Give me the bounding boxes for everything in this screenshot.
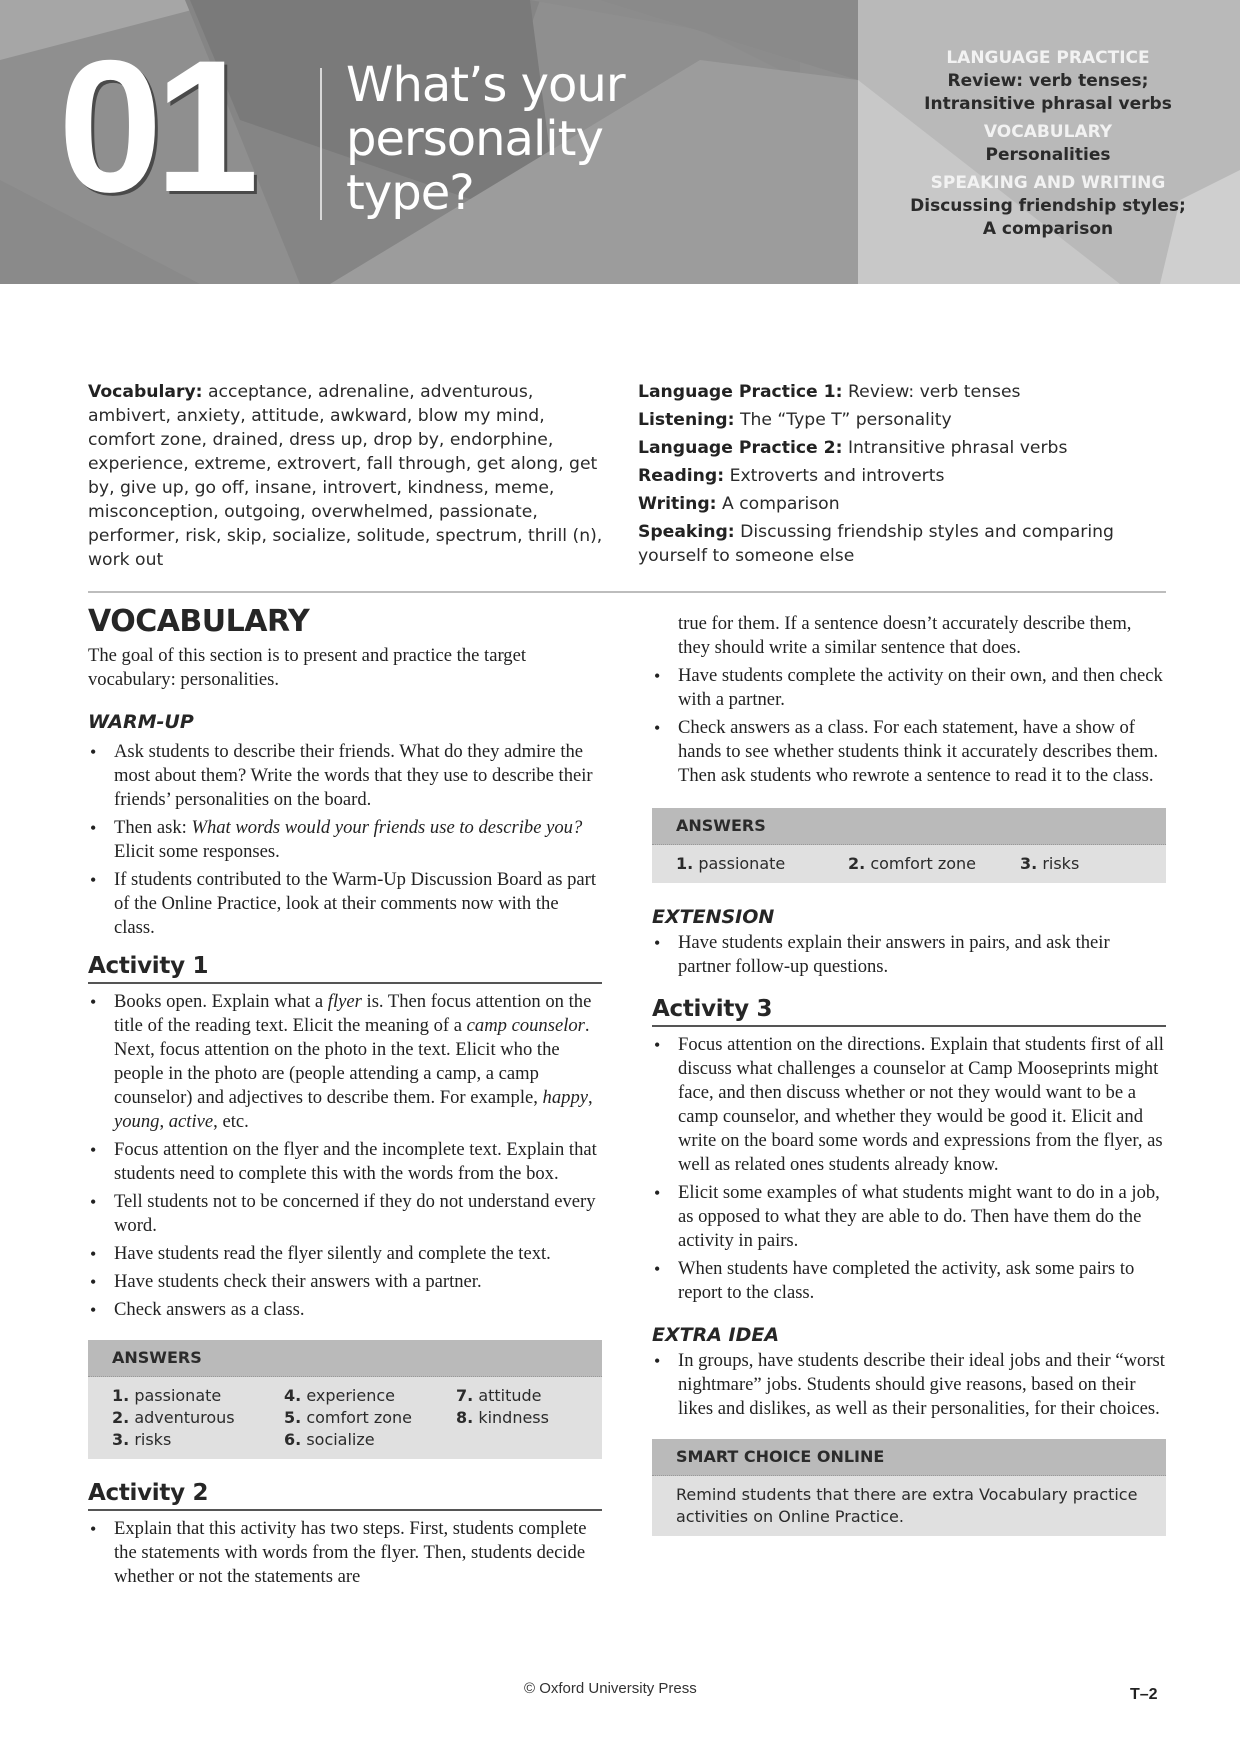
list-item: • Elicit some examples of what students might want to do in a job, as opposed to what they are able to do. Then have them do the activity in pairs. xyxy=(652,1181,1166,1253)
unit-title-line: What’s your xyxy=(346,57,625,113)
answers-grid xyxy=(652,845,1166,883)
unit-title-line: type? xyxy=(346,165,474,221)
text: , xyxy=(588,1087,593,1108)
topic-value: Review: verb tenses; xyxy=(947,71,1149,91)
right-column xyxy=(652,612,1166,1558)
topic-label: VOCABULARY xyxy=(983,122,1113,142)
smart-choice-online-box xyxy=(652,1439,1166,1536)
answer-number: 1. xyxy=(676,854,694,873)
skill-text: Intransitive phrasal verbs xyxy=(847,438,1068,458)
list-item: • Have students complete the activity on their own, and then check with a partner. xyxy=(652,664,1166,712)
warmup-list xyxy=(88,740,602,940)
italic-text: young xyxy=(114,1111,160,1132)
skill-text: Discussing friendship styles and comparing yourself to someone else xyxy=(638,522,1114,566)
title-divider xyxy=(320,68,322,220)
extra-idea-heading: EXTRA IDEA xyxy=(652,1324,780,1346)
unit-number: 01 xyxy=(58,21,252,231)
skill-row xyxy=(638,436,1178,460)
answer-number: 6. xyxy=(284,1430,302,1449)
skill-text: Extroverts and introverts xyxy=(729,466,945,486)
text: Books open. Explain what a xyxy=(114,991,328,1012)
unit-topics xyxy=(856,47,1240,246)
page-number: T–2 xyxy=(1130,1686,1158,1703)
topic-value: Discussing friendship styles; xyxy=(910,196,1186,216)
list-item: • Have students read the flyer silently and complete the text. xyxy=(88,1242,602,1266)
answer-word: risks xyxy=(1042,854,1080,873)
topic-label: LANGUAGE PRACTICE xyxy=(946,48,1150,68)
skill-label: Language Practice 1: xyxy=(638,382,843,402)
activity-3-list xyxy=(652,1033,1166,1305)
list-item: • Explain that this activity has two steps. First, students complete the statements with words from the flyer. Then, students decide whether or not the statements are xyxy=(88,1517,602,1589)
skill-row xyxy=(638,408,1178,432)
copyright: © Oxford University Press xyxy=(524,1680,697,1697)
list-item xyxy=(88,990,602,1134)
list-item: • In groups, have students describe their ideal jobs and their “worst nightmare” jobs. Students should give reasons, based on their likes and dislikes, as well as their personalities, for their choices. xyxy=(652,1349,1166,1421)
topic-value: Intransitive phrasal verbs xyxy=(924,94,1172,114)
answer-item xyxy=(1020,853,1140,875)
smart-choice-heading: SMART CHOICE ONLINE xyxy=(652,1439,1166,1476)
topic-speaking-writing xyxy=(856,172,1240,241)
answers-heading: ANSWERS xyxy=(652,808,1166,845)
answer-item xyxy=(848,853,1020,875)
italic-text: What words would your friends use to describe you? xyxy=(191,817,583,838)
list-item: • Check answers as a class. For each statement, have a show of hands to see whether students think it accurately describes them. Then ask students who rewrote a sentence to read it to the class. xyxy=(652,716,1166,788)
answer-word: passionate xyxy=(698,854,786,873)
answer-item xyxy=(112,1429,284,1451)
extension-list xyxy=(652,931,1166,979)
skill-row xyxy=(638,492,1178,516)
answer-item xyxy=(284,1429,456,1451)
text: , etc. xyxy=(213,1111,249,1132)
italic-text: camp counselor xyxy=(466,1015,585,1036)
answer-word: experience xyxy=(306,1386,395,1405)
skill-text: The “Type T” personality xyxy=(739,410,952,430)
skill-label: Reading: xyxy=(638,466,725,486)
unit-title xyxy=(346,58,646,220)
answer-item xyxy=(456,1385,606,1407)
activity-2-list-cont xyxy=(652,664,1166,788)
list-item: • Have students check their answers with a partner. xyxy=(88,1270,602,1294)
section-intro: The goal of this section is to present and practice the target vocabulary: personalities. xyxy=(88,645,527,690)
answer-word: passionate xyxy=(134,1386,222,1405)
italic-text: active xyxy=(168,1111,214,1132)
skill-label: Listening: xyxy=(638,410,735,430)
activity-1-answers-box xyxy=(88,1340,602,1459)
topic-language-practice xyxy=(856,47,1240,116)
answer-word: socialize xyxy=(306,1430,375,1449)
list-item: • Focus attention on the directions. Explain that students first of all discuss what challenges a counselor at Camp Mooseprints might face, and then discuss whether or not they would want to be a camp counselor, and whether they would be good it. Elicit and write on the board some words and expressions from the flyer, as well as related ones students already know. xyxy=(652,1033,1166,1177)
vocabulary-list: acceptance, adrenaline, adventurous, ambivert, anxiety, attitude, awkward, blow my mind, comfort zone, drained, dress up, drop by, endorphine, experience, extreme, extrovert, fall through, get along, get by, give up, go off, insane, introvert, kindness, meme, misconception, outgoing, overwhelmed, passionate, performer, risk, skip, socialize, solitude, spectrum, thrill (n), work out xyxy=(88,382,603,570)
list-item-continued: true for them. If a sentence doesn’t accurately describe them, they should write a similar sentence that does. xyxy=(678,613,1132,658)
answer-word: risks xyxy=(134,1430,172,1449)
answer-word: kindness xyxy=(478,1408,549,1427)
skills-overview xyxy=(638,380,1178,572)
answer-number: 7. xyxy=(456,1386,474,1405)
answer-item xyxy=(284,1407,456,1429)
skill-label: Writing: xyxy=(638,494,717,514)
answer-item xyxy=(676,853,848,875)
list-item: • Tell students not to be concerned if they do not understand every word. xyxy=(88,1190,602,1238)
list-item: • If students contributed to the Warm-Up Discussion Board as part of the Online Practice, look at their comments now with the class. xyxy=(88,868,602,940)
extra-idea-list xyxy=(652,1349,1166,1421)
activity-3-heading: Activity 3 xyxy=(652,997,1166,1027)
answer-number: 5. xyxy=(284,1408,302,1427)
answers-grid xyxy=(88,1377,602,1459)
section-heading-vocabulary: VOCABULARY xyxy=(88,604,310,639)
topic-label: SPEAKING AND WRITING xyxy=(930,173,1166,193)
answer-number: 2. xyxy=(112,1408,130,1427)
skill-row xyxy=(638,520,1178,568)
skill-label: Speaking: xyxy=(638,522,735,542)
list-item: • Ask students to describe their friends. What do they admire the most about them? Write the words that they use to describe their friends’ personalities on the board. xyxy=(88,740,602,812)
answer-word: comfort zone xyxy=(870,854,977,873)
left-column xyxy=(88,604,602,1593)
skill-label: Language Practice 2: xyxy=(638,438,843,458)
topic-value: Personalities xyxy=(985,145,1111,165)
list-item: • Have students explain their answers in pairs, and ask their partner follow-up questions. xyxy=(652,931,1166,979)
activity-2-heading: Activity 2 xyxy=(88,1481,602,1511)
text: , xyxy=(159,1111,169,1132)
answer-item xyxy=(456,1407,606,1429)
answer-word: comfort zone xyxy=(306,1408,413,1427)
text: Then ask: xyxy=(114,817,192,838)
answer-number: 4. xyxy=(284,1386,302,1405)
section-divider xyxy=(88,591,1166,593)
topic-value: A comparison xyxy=(982,219,1114,239)
skill-row xyxy=(638,380,1178,404)
italic-text: happy xyxy=(542,1087,588,1108)
unit-title-line: personality xyxy=(346,111,603,167)
extension-heading: EXTENSION xyxy=(652,906,775,928)
answers-heading: ANSWERS xyxy=(88,1340,602,1377)
answer-number: 8. xyxy=(456,1408,474,1427)
answer-number: 1. xyxy=(112,1386,130,1405)
list-item xyxy=(88,816,602,864)
answer-number: 2. xyxy=(848,854,866,873)
answer-word: adventurous xyxy=(134,1408,235,1427)
answer-item xyxy=(284,1385,456,1407)
answer-word: attitude xyxy=(478,1386,542,1405)
activity-1-list xyxy=(88,990,602,1322)
text: Elicit some responses. xyxy=(114,841,280,862)
unit-banner xyxy=(0,0,1240,284)
text: is. Then focus attention on the title of the reading text. Elicit the meaning of a xyxy=(114,991,592,1036)
answer-item xyxy=(112,1385,284,1407)
list-item: • Focus attention on the flyer and the incomplete text. Explain that students need to complete this with the words from the box. xyxy=(88,1138,602,1186)
answer-item xyxy=(112,1407,284,1429)
text: . Next, focus attention on the photo in the text. Elicit who the people in the photo are (people attending a camp, a camp counselor) and adjectives to describe them. For example, xyxy=(114,1015,590,1108)
list-item: • Check answers as a class. xyxy=(88,1298,602,1322)
warmup-heading: WARM-UP xyxy=(88,711,194,733)
vocabulary-overview xyxy=(88,380,608,572)
vocabulary-label: Vocabulary: xyxy=(88,382,203,402)
smart-choice-text: Remind students that there are extra Vocabulary practice activities on Online Practice. xyxy=(652,1476,1166,1536)
skill-row xyxy=(638,464,1178,488)
skill-text: A comparison xyxy=(722,494,840,514)
answer-number: 3. xyxy=(112,1430,130,1449)
activity-1-heading: Activity 1 xyxy=(88,954,602,984)
topic-vocabulary xyxy=(856,121,1240,167)
activity-2-answers-box xyxy=(652,808,1166,883)
italic-text: flyer xyxy=(327,991,362,1012)
list-item: • When students have completed the activity, ask some pairs to report to the class. xyxy=(652,1257,1166,1305)
skill-text: Review: verb tenses xyxy=(847,382,1021,402)
answer-number: 3. xyxy=(1020,854,1038,873)
activity-2-list xyxy=(88,1517,602,1589)
